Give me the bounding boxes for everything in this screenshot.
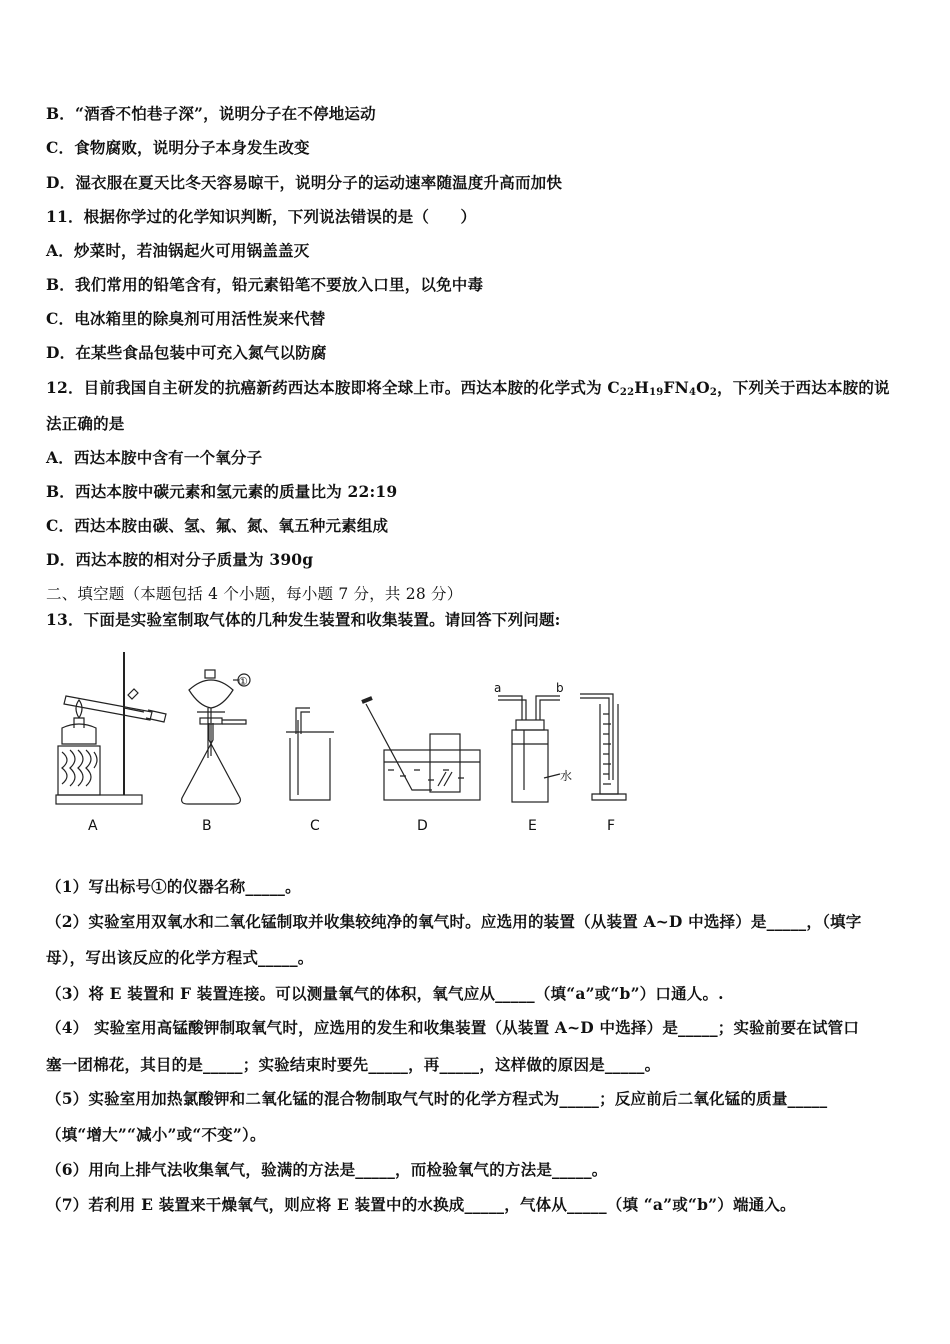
q11-option-a: A．炒菜时，若油锅起火可用锅盖盖灭 xyxy=(46,241,310,260)
apparatus-a xyxy=(56,652,166,804)
q12-option-b: B．西达本胺中碳元素和氢元素的质量比为 22:19 xyxy=(46,482,398,501)
figure-label-c: C xyxy=(310,818,320,834)
q13-part-4-line1: （4） 实验室用高锰酸钾制取氧气时，应选用的发生和收集装置（从装置 A~D 中选择）是_____；实验前要在试管口 xyxy=(46,1018,860,1037)
formula-sub: 19 xyxy=(649,387,664,398)
q12-option-c: C．西达本胺由碳、氢、氟、氮、氧五种元素组成 xyxy=(46,516,389,535)
section-heading: 二、填空题（本题包括 4 个小题，每小题 7 分，共 28 分） xyxy=(46,585,463,603)
figure-label-b: B xyxy=(202,818,212,834)
apparatus-d xyxy=(362,698,480,800)
q13-part-6: （6）用向上排气法收集氧气，验满的方法是_____，而检验氧气的方法是_____。 xyxy=(46,1160,608,1179)
q13-part-4-line2: 塞一团棉花，其目的是_____；实验结束时要先_____，再_____，这样做的原因是_____。 xyxy=(46,1055,661,1074)
figure-label-a: A xyxy=(88,818,98,834)
q11-option-b: B．我们常用的铅笔含有，铅元素铅笔不要放入口里，以免中毒 xyxy=(46,275,484,294)
q13-part-7: （7）若利用 E 装置来干燥氧气，则应将 E 装置中的水换成_____，气体从_____（填 “a”或“b”）端通入。 xyxy=(46,1195,796,1214)
figure-label-e: E xyxy=(528,818,537,834)
q12-option-d: D．西达本胺的相对分子质量为 390g xyxy=(46,550,314,569)
q13-part-2-line2: 母），写出该反应的化学方程式_____。 xyxy=(46,948,314,967)
apparatus-c xyxy=(286,708,334,800)
circled-one-label: ① xyxy=(238,675,248,688)
q10-option-c: C．食物腐败，说明分子本身发生改变 xyxy=(46,138,310,157)
formula-element: FN xyxy=(663,378,689,397)
q12-stem-line2: 法正确的是 xyxy=(46,414,125,433)
q10-option-b: B．“酒香不怕巷子深”，说明分子在不停地运动 xyxy=(46,104,376,123)
formula-sub: 4 xyxy=(689,387,697,398)
formula-sub: 2 xyxy=(709,387,718,398)
q11-option-d: D．在某些食品包装中可充入氮气以防腐 xyxy=(46,343,327,362)
q13-part-3: （3）将 E 装置和 F 装置连接。可以测量氧气的体积，氧气应从_____（填“a”或“b”）口通人。. xyxy=(46,984,724,1003)
q12-option-a: A．西达本胺中含有一个氧分子 xyxy=(46,448,263,467)
figure-label-d: D xyxy=(417,818,428,834)
q12-stem-tail: ，下列关于西达本胺的说 xyxy=(717,378,890,397)
q13-part-5-line2: （填“增大”“减小”或“不变”）。 xyxy=(46,1125,266,1144)
q11-stem: 11．根据你学过的化学知识判断，下列说法错误的是（ ） xyxy=(46,207,477,226)
formula-sub: 22 xyxy=(619,387,635,398)
apparatus-e xyxy=(498,696,560,802)
port-b-label: b xyxy=(556,681,564,695)
q12-stem xyxy=(46,376,890,398)
water-label: 水 xyxy=(560,769,573,783)
port-a-label: a xyxy=(494,681,502,695)
figure-label-f: F xyxy=(607,818,616,834)
apparatus-f xyxy=(580,694,626,800)
q13-part-5-line1: （5）实验室用加热氯酸钾和二氧化锰的混合物制取气气时的化学方程式为_____；反应前后二氧化锰的质量_____ xyxy=(46,1089,828,1108)
q13-part-1: （1）写出标号①的仪器名称_____。 xyxy=(46,877,301,896)
formula-element: O xyxy=(696,378,710,397)
q13-stem: 13．下面是实验室制取气体的几种发生装置和收集装置。请回答下列问题: xyxy=(46,610,561,629)
formula-element: H xyxy=(634,378,650,397)
q13-part-2-line1: （2）实验室用双氧水和二氧化锰制取并收集较纯净的氧气时。应选用的装置（从装置 A~D 中选择）是_____，（填字 xyxy=(46,912,862,931)
lab-apparatus-diagram-icon xyxy=(48,640,648,840)
apparatus-b xyxy=(182,670,250,804)
q12-stem-text: 12．目前我国自主研发的抗癌新药西达本胺即将全球上市。西达本胺的化学式为 C xyxy=(46,378,620,397)
q10-option-d: D．湿衣服在夏天比冬天容易晾干，说明分子的运动速率随温度升高而加快 xyxy=(46,173,563,192)
q11-option-c: C．电冰箱里的除臭剂可用活性炭来代替 xyxy=(46,309,326,328)
